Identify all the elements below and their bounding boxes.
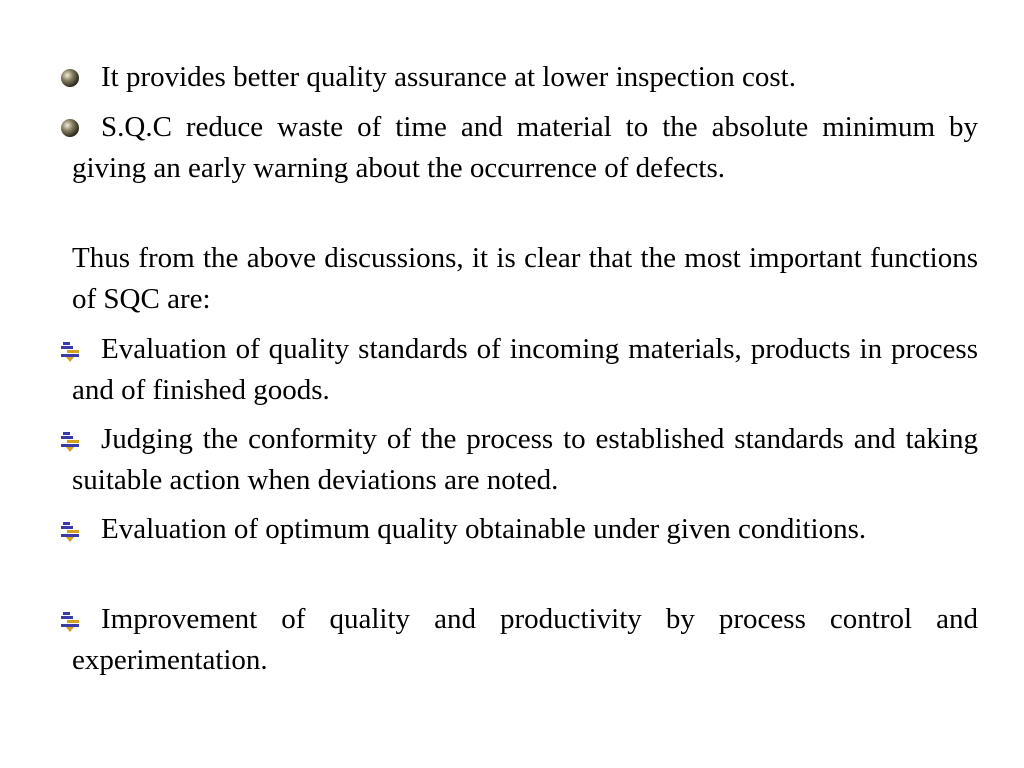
sphere-bullet-icon	[60, 107, 80, 148]
bullet-item-improvement	[72, 599, 978, 681]
sphere-bullet-icon	[60, 57, 80, 98]
bullet-item-quality-assurance	[72, 57, 978, 98]
bullet-text: It provides better quality assurance at lower inspection cost.	[101, 61, 796, 93]
bullet-item-optimum-quality	[72, 509, 978, 550]
bullet-text: S.Q.C reduce waste of time and material to the absolute minimum by giving an early warning about the occurrence of defects.	[72, 111, 978, 184]
paragraph-text: Thus from the above discussions, it is clear that the most important functions of SQC are:	[72, 242, 978, 315]
bullet-item-waste-reduction	[72, 107, 978, 189]
bullet-text: Evaluation of quality standards of incoming materials, products in process and of finished goods.	[72, 333, 978, 406]
bullet-text: Judging the conformity of the process to established standards and taking suitable action when deviations are noted.	[72, 423, 978, 496]
arrow-bullet-icon	[60, 599, 80, 640]
paragraph-functions-intro	[72, 238, 978, 320]
bullet-text: Improvement of quality and productivity by process control and experimentation.	[72, 603, 978, 676]
bullet-item-evaluation-standards	[72, 329, 978, 411]
bullet-text: Evaluation of optimum quality obtainable under given conditions.	[101, 513, 867, 545]
arrow-bullet-icon	[60, 329, 80, 370]
arrow-bullet-icon	[60, 509, 80, 550]
arrow-bullet-icon	[60, 419, 80, 460]
bullet-item-judging-conformity	[72, 419, 978, 501]
